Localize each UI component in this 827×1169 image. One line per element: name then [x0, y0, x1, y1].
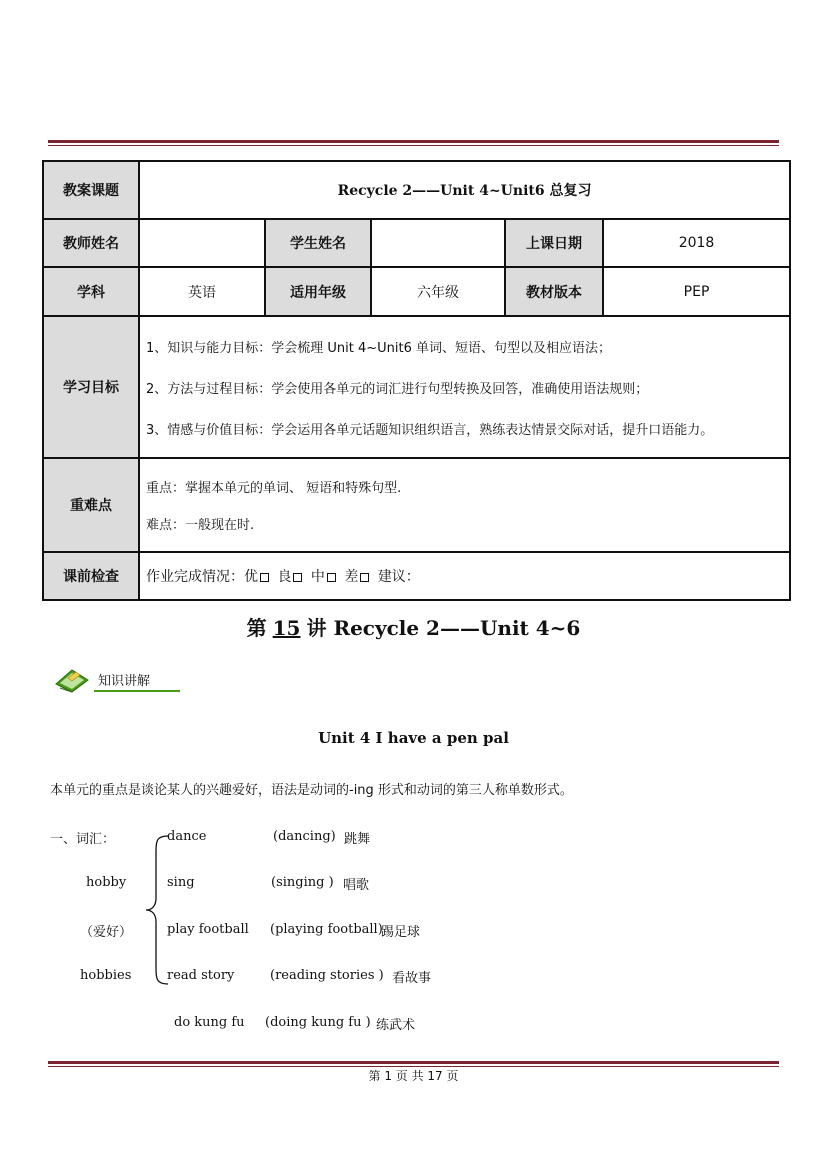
teacher-label: 教师姓名 [43, 219, 139, 267]
checkbox-excellent[interactable] [260, 573, 269, 582]
goals-cell [139, 316, 790, 458]
check-option-fair: 中 [310, 569, 325, 585]
difficult-point: 难点：一般现在时. [146, 518, 255, 533]
check-label: 课前检查 [43, 552, 139, 600]
vocab-heading: 一、词汇： [50, 832, 116, 847]
topic-value: Recycle 2——Unit 4~Unit6 总复习 [139, 161, 790, 219]
knowledge-section-badge [54, 666, 182, 694]
check-cell [139, 552, 790, 600]
goal-item: 3、情感与价值目标：学会运用各单元话题知识组织语言，熟练表达情景交际对话，提升口语能力。 [146, 422, 714, 438]
pencil-book-icon [54, 666, 94, 694]
vocab-ing: (doing kung fu ) [265, 1015, 371, 1030]
lesson-info-table [42, 160, 791, 601]
teacher-value [139, 219, 265, 267]
vocab-hobby: hobby [86, 875, 127, 890]
vocab-hobbies: hobbies [80, 968, 132, 983]
check-option-good: 良 [277, 569, 292, 585]
vocab-word: play football [167, 922, 249, 937]
grade-value: 六年级 [371, 267, 505, 316]
key-label: 重难点 [43, 458, 139, 552]
vocab-cn: 看故事 [392, 971, 432, 986]
edition-label: 教材版本 [505, 267, 603, 316]
key-cell [139, 458, 790, 552]
vocab-word: dance [167, 829, 207, 844]
edition-value: PEP [603, 267, 790, 316]
checkbox-fair[interactable] [327, 573, 336, 582]
goals-label: 学习目标 [43, 316, 139, 458]
vocab-hobby-cn: （爱好） [80, 925, 133, 940]
student-label: 学生姓名 [265, 219, 371, 267]
check-option-excellent: 优 [244, 569, 258, 585]
grade-label: 适用年级 [265, 267, 371, 316]
vocab-cn: 踢足球 [381, 925, 421, 940]
vocab-cn: 跳舞 [344, 832, 371, 847]
student-value [371, 219, 505, 267]
check-suggest: 建议： [377, 569, 420, 585]
vocab-word: sing [167, 875, 195, 890]
vocab-cn: 唱歌 [343, 878, 370, 893]
vocab-ing: (dancing) [273, 829, 336, 844]
lecture-number: 15 [272, 616, 301, 640]
vocab-word: do kung fu [174, 1015, 245, 1030]
vocab-word: read story [167, 968, 235, 983]
goal-item: 1、知识与能力目标：学会梳理 Unit 4~Unit6 单词、短语、句型以及相应语法； [146, 340, 612, 356]
vocab-ing: (singing ) [271, 875, 334, 890]
topic-label: 教案课题 [43, 161, 139, 219]
knowledge-underline [94, 690, 180, 692]
check-prefix: 作业完成情况： [146, 569, 244, 585]
unit-title: Unit 4 I have a pen pal [318, 729, 509, 747]
vocab-cn: 练武术 [376, 1018, 416, 1033]
date-label: 上课日期 [505, 219, 603, 267]
date-value: 2018 [603, 219, 790, 267]
page-footer: 第 1 页 共 17 页 [368, 1069, 459, 1083]
subject-label: 学科 [43, 267, 139, 316]
checkbox-good[interactable] [293, 573, 302, 582]
unit-intro: 本单元的重点是谈论某人的兴趣爱好，语法是动词的-ing 形式和动词的第三人称单数形式。 [50, 783, 573, 798]
checkbox-poor[interactable] [360, 573, 369, 582]
check-option-poor: 差 [344, 569, 359, 585]
subject-value: 英语 [139, 267, 265, 316]
top-rule [48, 140, 779, 146]
key-point: 重点：掌握本单元的单词、 短语和特殊句型. [146, 481, 402, 496]
vocab-ing: (playing football) [270, 922, 383, 937]
vocab-ing: (reading stories ) [270, 968, 384, 983]
goal-item: 2、方法与过程目标：学会使用各单元的词汇进行句型转换及回答，准确使用语法规则； [146, 381, 649, 397]
lecture-post: 讲 Recycle 2——Unit 4~6 [306, 616, 581, 640]
lecture-title [0, 612, 827, 641]
lecture-pre: 第 [246, 616, 267, 640]
knowledge-label: 知识讲解 [98, 674, 151, 689]
